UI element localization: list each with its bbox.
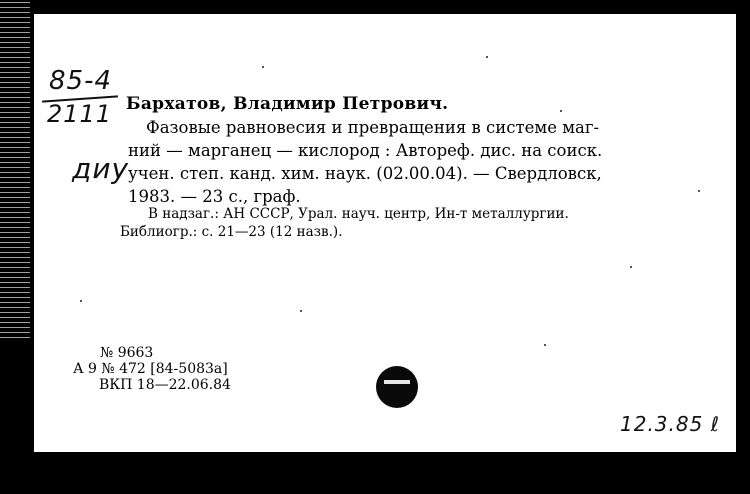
dust-speck: [300, 310, 302, 312]
registration-code: А 9 № 472 [84-5083а]: [73, 361, 228, 377]
author-heading: Бархатов, Владимир Петрович.: [126, 94, 449, 114]
dust-speck: [544, 344, 546, 346]
title-line-2: ний — марганец — кислород : Автореф. дис. на соиск.: [128, 141, 603, 160]
shelfmark-line1: 85-4: [49, 66, 113, 96]
registration-vkp: ВКП 18—22.06.84: [99, 377, 231, 393]
dust-speck: [560, 110, 562, 112]
dust-speck: [698, 190, 700, 192]
dust-speck: [80, 300, 82, 302]
dust-speck: [262, 66, 264, 68]
punch-hole: [376, 366, 418, 408]
dust-speck: [630, 266, 632, 268]
note-bibliography: Библиогр.: с. 21—23 (12 назв.).: [120, 224, 343, 240]
scan-edge-right: [736, 0, 750, 494]
dust-speck: [486, 56, 488, 58]
shelfmark-line2: 2111: [47, 100, 113, 128]
scan-edge-top: [0, 0, 750, 14]
note-issuing-body: В надзаг.: АН СССР, Урал. науч. центр, Ин-т металлургии.: [148, 206, 569, 222]
title-line-4: 1983. — 23 с., граф.: [128, 187, 301, 206]
scan-strip: [0, 0, 30, 340]
title-line-1: Фазовые равновесия и превращения в системе маг-: [146, 118, 600, 137]
handwritten-date: 12.3.85 ℓ: [620, 412, 720, 436]
scan-edge-bottom: [0, 452, 750, 494]
language-mark: диу: [72, 152, 130, 185]
title-line-3: учен. степ. канд. хим. наук. (02.00.04). — Свердловск,: [128, 164, 602, 183]
registration-number: № 9663: [100, 345, 154, 361]
